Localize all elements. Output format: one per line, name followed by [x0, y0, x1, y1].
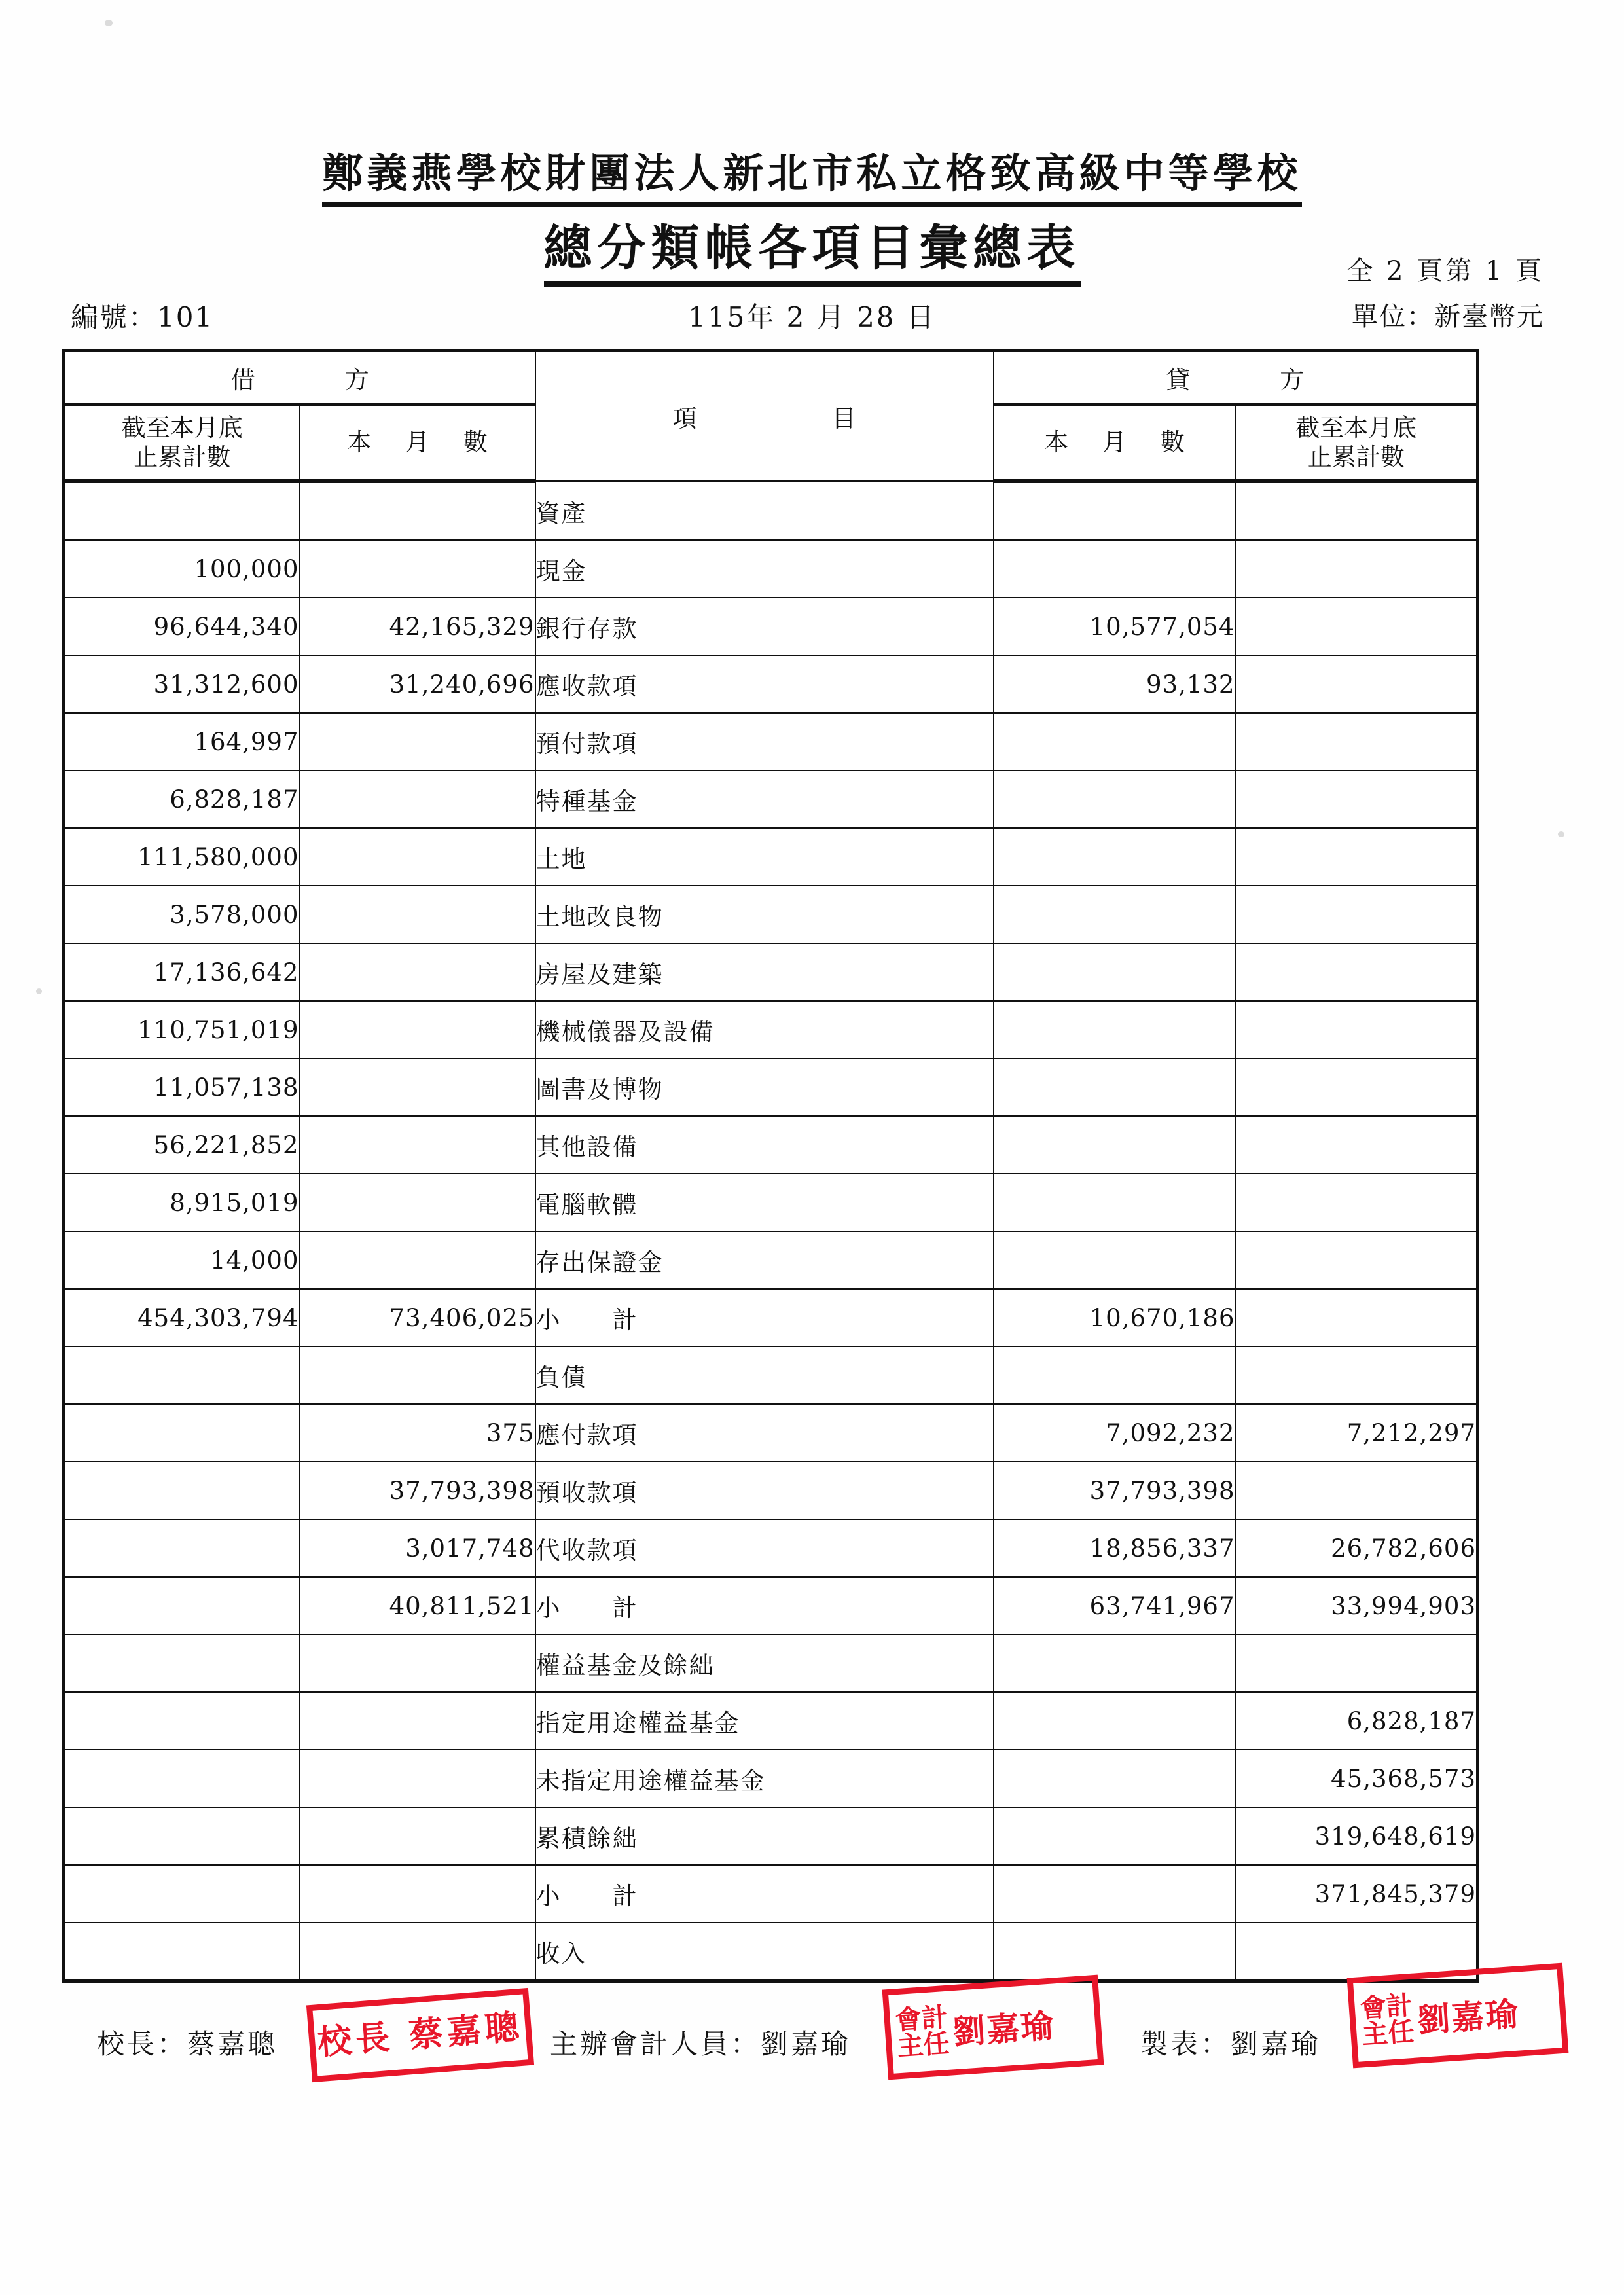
- cell-debit-cumulative: 100,000: [64, 540, 300, 598]
- table-row: [64, 655, 1478, 713]
- header-debit-group: 借 方: [64, 351, 535, 405]
- cell-debit-cumulative: [64, 1750, 300, 1807]
- cell-debit-month: 40,811,521: [300, 1577, 535, 1635]
- header-credit-group: 貸 方: [994, 351, 1478, 405]
- cell-credit-month: [994, 1865, 1236, 1923]
- seal-title-line1: 會計: [894, 2001, 949, 2036]
- cell-debit-cumulative: [64, 1404, 300, 1462]
- cell-credit-month: [994, 540, 1236, 598]
- scan-artifact: [36, 988, 42, 994]
- seal-title-line1-b: 會計: [1359, 1989, 1414, 2025]
- cell-debit-month: [300, 1058, 535, 1116]
- cell-debit-month: [300, 1346, 535, 1404]
- table-row: [64, 770, 1478, 828]
- cell-credit-month: [994, 481, 1236, 540]
- cell-debit-month: [300, 828, 535, 886]
- cell-credit-cumulative: 371,845,379: [1236, 1865, 1478, 1923]
- cell-item-name: 土地: [535, 828, 994, 886]
- cell-item-name: 機械儀器及設備: [535, 1001, 994, 1058]
- table-head: [64, 351, 1478, 482]
- cell-credit-month: [994, 886, 1236, 943]
- cell-debit-month: [300, 1635, 535, 1692]
- cell-debit-cumulative: 3,578,000: [64, 886, 300, 943]
- cell-credit-cumulative: [1236, 481, 1478, 540]
- cell-debit-month: [300, 1174, 535, 1231]
- table-row: [64, 1346, 1478, 1404]
- cell-debit-cumulative: [64, 1692, 300, 1750]
- seal-title-line2: 主任: [896, 2027, 951, 2063]
- meta-row: [0, 296, 1624, 335]
- cell-credit-cumulative: [1236, 1058, 1478, 1116]
- cell-debit-month: [300, 1923, 535, 1981]
- table-body: [64, 481, 1478, 1981]
- cell-item-name: 小 計: [535, 1865, 994, 1923]
- cell-debit-month: [300, 1692, 535, 1750]
- ledger-table-wrapper: [62, 349, 1476, 1983]
- cell-credit-cumulative: [1236, 1001, 1478, 1058]
- cell-debit-cumulative: [64, 1923, 300, 1981]
- cell-debit-month: [300, 713, 535, 770]
- cell-credit-cumulative: [1236, 1462, 1478, 1519]
- cell-item-name: 預付款項: [535, 713, 994, 770]
- header-credit-month: 本 月 數: [994, 405, 1236, 481]
- document-number-label: 編號：101: [71, 301, 214, 333]
- cell-debit-month: [300, 481, 535, 540]
- table-row: [64, 598, 1478, 655]
- document-title-text: 總分類帳各項目彙總表: [544, 220, 1081, 287]
- cell-debit-month: [300, 540, 535, 598]
- table-row: [64, 1635, 1478, 1692]
- cell-debit-month: [300, 1001, 535, 1058]
- cell-credit-cumulative: [1236, 655, 1478, 713]
- cell-item-name: 特種基金: [535, 770, 994, 828]
- cell-credit-cumulative: 7,212,297: [1236, 1404, 1478, 1462]
- scan-artifact: [1558, 831, 1564, 837]
- cell-item-name: 電腦軟體: [535, 1174, 994, 1231]
- cell-item-name: 未指定用途權益基金: [535, 1750, 994, 1807]
- cell-item-name: 土地改良物: [535, 886, 994, 943]
- cell-credit-month: [994, 1001, 1236, 1058]
- cell-credit-month: [994, 1116, 1236, 1174]
- cell-credit-month: 10,577,054: [994, 598, 1236, 655]
- seal-title-line2-b: 主任: [1361, 2015, 1416, 2051]
- table-row: [64, 1923, 1478, 1981]
- cell-credit-cumulative: [1236, 1289, 1478, 1346]
- cell-debit-cumulative: 8,915,019: [64, 1174, 300, 1231]
- cell-debit-cumulative: 17,136,642: [64, 943, 300, 1001]
- cell-item-name: 預收款項: [535, 1462, 994, 1519]
- header-debit-cumulative: [64, 405, 300, 481]
- cell-credit-cumulative: [1236, 1116, 1478, 1174]
- cell-item-name: 資產: [535, 481, 994, 540]
- cell-debit-cumulative: [64, 1519, 300, 1577]
- cell-item-name: 負債: [535, 1346, 994, 1404]
- cell-credit-cumulative: [1236, 598, 1478, 655]
- cell-item-name: 小 計: [535, 1577, 994, 1635]
- cell-debit-month: [300, 1807, 535, 1865]
- table-row: [64, 481, 1478, 540]
- cell-credit-cumulative: 26,782,606: [1236, 1519, 1478, 1577]
- cell-debit-cumulative: [64, 1807, 300, 1865]
- table-row: [64, 1058, 1478, 1116]
- ledger-table: [62, 349, 1479, 1983]
- cell-credit-month: [994, 713, 1236, 770]
- cell-item-name: 銀行存款: [535, 598, 994, 655]
- cell-item-name: 小 計: [535, 1289, 994, 1346]
- cell-credit-month: 93,132: [994, 655, 1236, 713]
- table-row: [64, 828, 1478, 886]
- cell-debit-month: [300, 1116, 535, 1174]
- table-row: [64, 1807, 1478, 1865]
- table-header-group-row: [64, 351, 1478, 405]
- cell-credit-cumulative: [1236, 540, 1478, 598]
- page-count-label: 全 2 頁第 1 頁: [1346, 256, 1544, 286]
- cell-credit-cumulative: [1236, 886, 1478, 943]
- cell-credit-cumulative: [1236, 1635, 1478, 1692]
- cell-debit-cumulative: 111,580,000: [64, 828, 300, 886]
- cell-credit-month: 18,856,337: [994, 1519, 1236, 1577]
- accounting-chief-seal-title-2: [1359, 1989, 1416, 2051]
- cell-credit-month: [994, 770, 1236, 828]
- signature-footer: [0, 1989, 1624, 2206]
- table-row: [64, 1865, 1478, 1923]
- header-debit-month: 本 月 數: [300, 405, 535, 481]
- cell-item-name: 應付款項: [535, 1404, 994, 1462]
- cell-credit-cumulative: 45,368,573: [1236, 1750, 1478, 1807]
- header-debit-cumulative-line1: 截至本月底: [121, 413, 243, 442]
- table-row: [64, 1231, 1478, 1289]
- cell-credit-cumulative: [1236, 770, 1478, 828]
- scan-artifact: [105, 20, 113, 26]
- cell-debit-cumulative: [64, 1865, 300, 1923]
- table-row: [64, 1462, 1478, 1519]
- cell-credit-month: [994, 1058, 1236, 1116]
- principal-signature-label: 校長：蔡嘉聰: [97, 2028, 278, 2060]
- cell-credit-month: [994, 1692, 1236, 1750]
- cell-debit-month: 3,017,748: [300, 1519, 535, 1577]
- cell-credit-cumulative: 6,828,187: [1236, 1692, 1478, 1750]
- report-date-label: 115年 2 月 28 日: [688, 301, 936, 333]
- header-debit-cumulative-line2: 止累計數: [134, 443, 231, 471]
- cell-debit-cumulative: 56,221,852: [64, 1116, 300, 1174]
- cell-credit-month: [994, 1346, 1236, 1404]
- principal-seal-text: 校長 蔡嘉聰: [316, 2006, 524, 2063]
- header-item-column: 項 目: [535, 351, 994, 482]
- cell-credit-month: [994, 1923, 1236, 1981]
- cell-item-name: 房屋及建築: [535, 943, 994, 1001]
- cell-debit-month: [300, 1750, 535, 1807]
- cell-item-name: 其他設備: [535, 1116, 994, 1174]
- accounting-chief-seal-name-1: 劉嘉瑜: [951, 2006, 1056, 2052]
- cell-debit-cumulative: [64, 1346, 300, 1404]
- cell-credit-month: 10,670,186: [994, 1289, 1236, 1346]
- accounting-chief-seal-title-1: [894, 2001, 951, 2063]
- cell-item-name: 收入: [535, 1923, 994, 1981]
- cell-item-name: 權益基金及餘絀: [535, 1635, 994, 1692]
- cell-credit-cumulative: [1236, 1346, 1478, 1404]
- cell-debit-month: [300, 770, 535, 828]
- cell-credit-month: [994, 1174, 1236, 1231]
- table-row: [64, 1577, 1478, 1635]
- cell-credit-month: [994, 1635, 1236, 1692]
- cell-debit-cumulative: 11,057,138: [64, 1058, 300, 1116]
- cell-credit-month: [994, 1231, 1236, 1289]
- cell-debit-month: [300, 943, 535, 1001]
- table-row: [64, 1404, 1478, 1462]
- accountant-signature-label: 主辦會計人員：劉嘉瑜: [550, 2028, 852, 2060]
- organization-title-text: 鄭義燕學校財團法人新北市私立格致高級中等學校: [322, 149, 1301, 207]
- table-row: [64, 713, 1478, 770]
- cell-credit-cumulative: 319,648,619: [1236, 1807, 1478, 1865]
- cell-credit-cumulative: [1236, 828, 1478, 886]
- table-row: [64, 943, 1478, 1001]
- cell-item-name: 存出保證金: [535, 1231, 994, 1289]
- cell-debit-cumulative: 6,828,187: [64, 770, 300, 828]
- table-row: [64, 1174, 1478, 1231]
- cell-credit-cumulative: 33,994,903: [1236, 1577, 1478, 1635]
- header-credit-cumulative-line1: 截至本月底: [1295, 413, 1417, 442]
- cell-credit-cumulative: [1236, 713, 1478, 770]
- cell-debit-cumulative: 164,997: [64, 713, 300, 770]
- cell-debit-month: 42,165,329: [300, 598, 535, 655]
- cell-item-name: 圖書及博物: [535, 1058, 994, 1116]
- cell-credit-cumulative: [1236, 1174, 1478, 1231]
- cell-debit-cumulative: [64, 1462, 300, 1519]
- cell-credit-month: 37,793,398: [994, 1462, 1236, 1519]
- cell-debit-cumulative: [64, 1635, 300, 1692]
- cell-credit-cumulative: [1236, 943, 1478, 1001]
- header-credit-cumulative: [1236, 405, 1478, 481]
- principal-seal-stamp: [306, 1988, 534, 2082]
- cell-credit-month: [994, 828, 1236, 886]
- accounting-chief-seal-name-2: 劉嘉瑜: [1416, 1994, 1521, 2040]
- cell-debit-month: [300, 886, 535, 943]
- cell-item-name: 現金: [535, 540, 994, 598]
- header-credit-cumulative-line2: 止累計數: [1307, 443, 1405, 471]
- cell-debit-month: [300, 1865, 535, 1923]
- organization-title: [0, 141, 1624, 199]
- cell-item-name: 累積餘絀: [535, 1807, 994, 1865]
- table-row: [64, 1750, 1478, 1807]
- cell-debit-month: 375: [300, 1404, 535, 1462]
- preparer-signature-label: 製表：劉嘉瑜: [1140, 2028, 1322, 2060]
- table-row: [64, 1001, 1478, 1058]
- accounting-chief-seal-stamp-1: [882, 1975, 1104, 2080]
- cell-debit-month: 37,793,398: [300, 1462, 535, 1519]
- cell-debit-cumulative: 110,751,019: [64, 1001, 300, 1058]
- cell-item-name: 代收款項: [535, 1519, 994, 1577]
- cell-debit-cumulative: 14,000: [64, 1231, 300, 1289]
- table-row: [64, 1519, 1478, 1577]
- cell-debit-cumulative: 96,644,340: [64, 598, 300, 655]
- table-row: [64, 540, 1478, 598]
- cell-debit-cumulative: 31,312,600: [64, 655, 300, 713]
- cell-debit-month: 31,240,696: [300, 655, 535, 713]
- cell-credit-month: [994, 943, 1236, 1001]
- cell-item-name: 應收款項: [535, 655, 994, 713]
- cell-debit-month: 73,406,025: [300, 1289, 535, 1346]
- cell-credit-month: [994, 1807, 1236, 1865]
- accounting-chief-seal-stamp-2: [1347, 1963, 1569, 2069]
- cell-credit-month: 7,092,232: [994, 1404, 1236, 1462]
- table-row: [64, 886, 1478, 943]
- cell-credit-cumulative: [1236, 1231, 1478, 1289]
- cell-item-name: 指定用途權益基金: [535, 1692, 994, 1750]
- cell-credit-month: [994, 1750, 1236, 1807]
- cell-debit-cumulative: 454,303,794: [64, 1289, 300, 1346]
- table-row: [64, 1289, 1478, 1346]
- table-row: [64, 1116, 1478, 1174]
- cell-debit-month: [300, 1231, 535, 1289]
- cell-debit-cumulative: [64, 481, 300, 540]
- table-row: [64, 1692, 1478, 1750]
- cell-credit-month: 63,741,967: [994, 1577, 1236, 1635]
- cell-debit-cumulative: [64, 1577, 300, 1635]
- currency-unit-label: 單位：新臺幣元: [1352, 302, 1544, 332]
